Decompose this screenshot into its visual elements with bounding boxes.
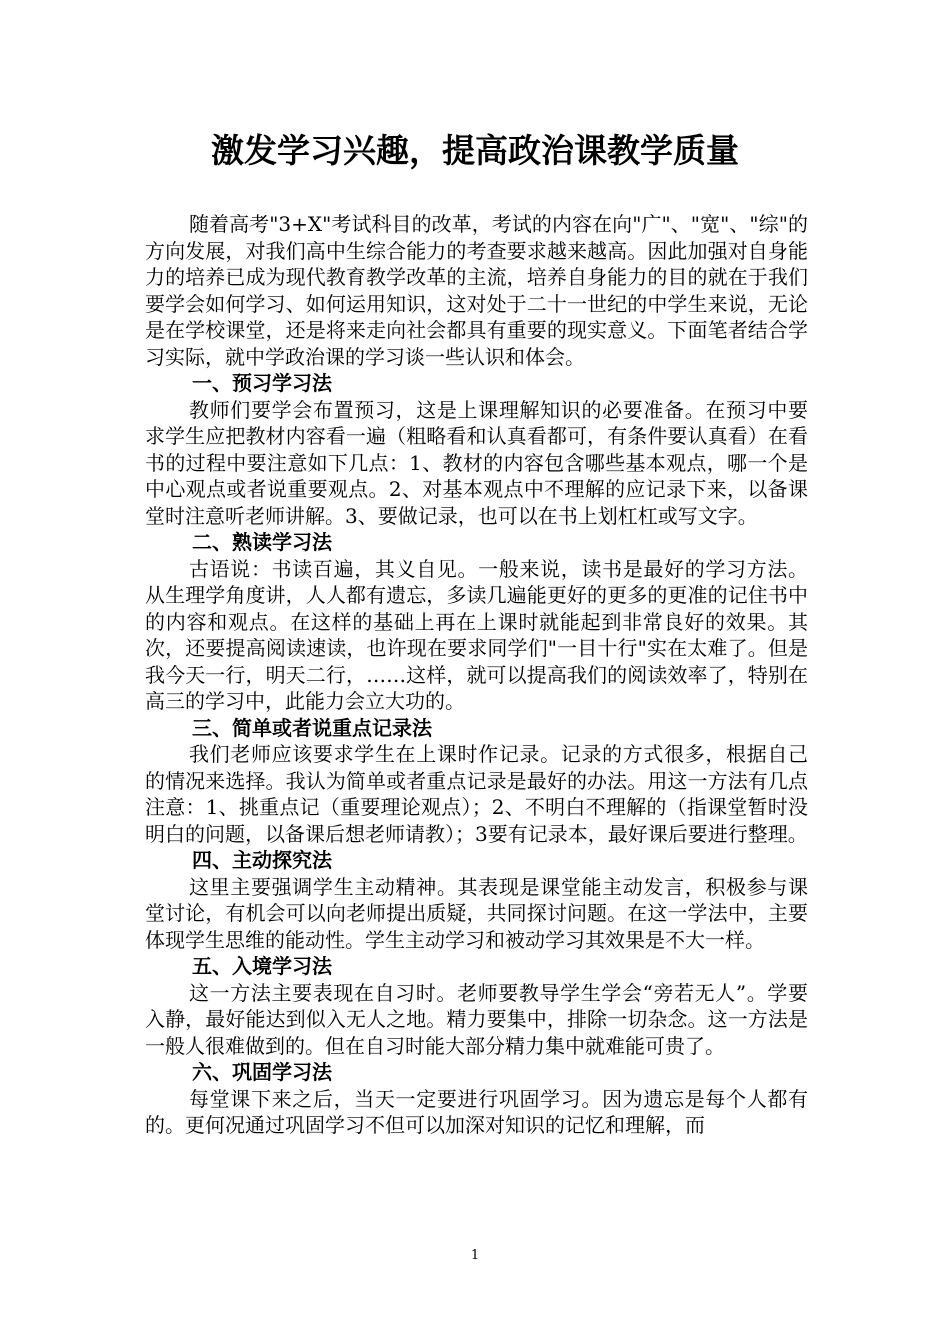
paragraph-2: 古语说：书读百遍，其义自见。一般来说，读书是最好的学习方法。从生理学角度讲，人人都有遗忘，多读几遍能更好的更多的更准的记住书中的内容和观点。在这样的基础上再在上课时就能起到非常良好的效果。其次，还要提高阅读速读，也许现在要求同学们"一目十行"实在太难了。但是我今天一行，明天二行，……这样，就可以提高我们的阅读效率了，特别在高三的学习中，此能力会立大功的。 [145,556,808,713]
page-number: 1 [470,1248,480,1263]
section-heading-2: 二、熟读学习法 [192,530,332,554]
section-heading-3: 三、简单或者说重点记录法 [192,715,432,740]
section-heading-4: 四、主动探究法 [192,848,332,872]
document-title: 激发学习兴趣，提高政治课教学质量 [211,131,739,170]
paragraph-3: 我们老师应该要求学生在上课时作记录。记录的方式很多，根据自己的情况来选择。我认为简单或者重点记录是最好的办法。用这一方法有几点注意：1、挑重点记（重要理论观点）；2、不明白不理解的（指课堂暂时没明白的问题，以备课后想老师请教）；3要有记录本，最好课后要进行整理。 [145,742,808,846]
paragraph-6: 每堂课下来之后，当天一定要进行巩固学习。因为遗忘是每个人都有的。更何况通过巩固学习不但可以加深对知识的记忆和理解，而 [145,1086,808,1137]
section-heading-1: 一、预习学习法 [192,371,332,395]
paragraph-intro: 随着高考"3+X"考试科目的改革，考试的内容在向"广"、"宽"、"综"的方向发展，对我们高中生综合能力的考查要求越来越高。因此加强对自身能力的培养已成为现代教育教学改革的主流，培养自身能力的目的就在于我们要学会如何学习、如何运用知识，这对处于二十一世纪的中学生来说，无论是在学校课堂，还是将来走向社会都具有重要的现实意义。下面笔者结合学习实际，就中学政治课的学习谈一些认识和体会。 [145,212,808,369]
paragraph-1: 教师们要学会布置预习，这是上课理解知识的必要准备。在预习中要求学生应把教材内容看一遍（粗略看和认真看都可，有条件要认真看）在看书的过程中要注意如下几点：1、教材的内容包含哪些基本观点，哪一个是中心观点或者说重要观点。2、对基本观点中不理解的应记录下来，以备课堂时注意听老师讲解。3、要做记录，也可以在书上划杠杠或写文字。 [145,397,808,528]
section-heading-6: 六、巩固学习法 [192,1060,332,1084]
document-body [145,211,808,1139]
paragraph-4: 这里主要强调学生主动精神。其表现是课堂能主动发言，积极参与课堂讨论，有机会可以向老师提出质疑，共同探讨问题。在这一学法中，主要体现学生思维的能动性。学生主动学习和被动学习其效果是不大一样。 [145,874,808,952]
paragraph-5: 这一方法主要表现在自习时。老师要教导学生学会“旁若无人”。学要入静，最好能达到似入无人之地。精力要集中，排除一切杂念。这一方法是一般人很难做到的。但在自习时能大部分精力集中就难能可贵了。 [145,980,808,1058]
section-heading-5: 五、入境学习法 [192,954,332,978]
